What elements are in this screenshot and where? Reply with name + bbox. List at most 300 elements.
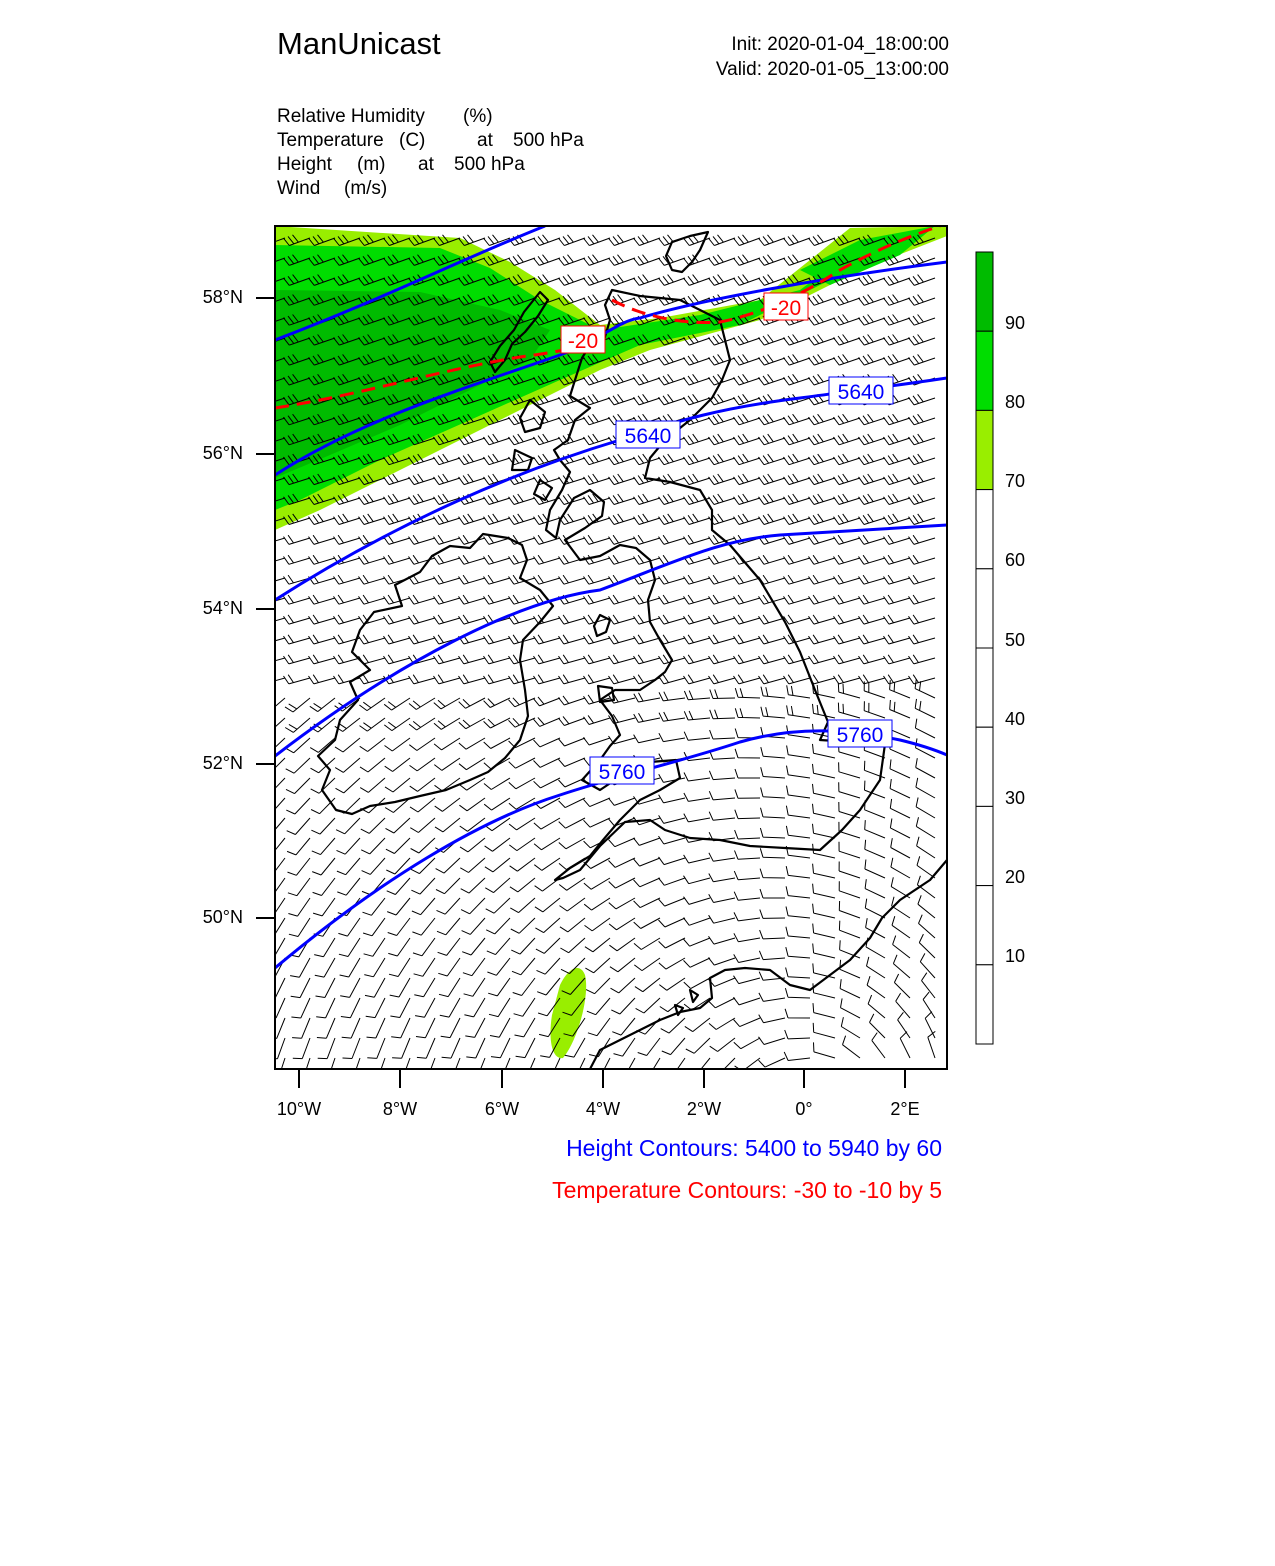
- wind-barb: [833, 295, 860, 306]
- wind-barb: [384, 635, 411, 644]
- wind-barb: [684, 711, 710, 720]
- wind-barb: [292, 1018, 310, 1038]
- wind-barb: [412, 918, 435, 935]
- wind-barb: [484, 514, 511, 525]
- wind-barb: [491, 1038, 510, 1058]
- wind-barb: [784, 555, 811, 564]
- wind-barb: [839, 881, 860, 898]
- wind-barb: [288, 878, 310, 896]
- wind-barb: [733, 255, 760, 266]
- colorbar-label: 10: [1005, 946, 1026, 966]
- wind-barb: [509, 615, 536, 624]
- wind-barb: [434, 758, 460, 770]
- wind-barb: [808, 434, 835, 445]
- wind-barb: [434, 514, 461, 525]
- wind-barb: [609, 858, 636, 867]
- wind-barb: [359, 595, 386, 604]
- wind-barb: [884, 655, 911, 664]
- wind-barb: [909, 474, 936, 485]
- wind-barb: [465, 1018, 485, 1037]
- wind-barb: [434, 718, 460, 729]
- wind-barb: [709, 894, 735, 902]
- wind-barb: [259, 575, 286, 584]
- wind-barb: [335, 758, 360, 772]
- wind-barb: [534, 655, 561, 664]
- wind-barb: [864, 701, 885, 718]
- wind-barb: [920, 953, 935, 978]
- wind-barb: [284, 535, 311, 544]
- wind-barb: [512, 958, 535, 975]
- wind-barb: [839, 802, 860, 818]
- wind-barb: [484, 555, 511, 564]
- wind-barb: [533, 255, 560, 266]
- wind-barb: [459, 698, 485, 708]
- wind-barb: [894, 974, 910, 998]
- coastline-france: [590, 860, 947, 1069]
- wind-barb: [537, 958, 561, 974]
- wind-barb: [783, 374, 810, 385]
- wind-barb: [663, 1058, 685, 1076]
- wind-barb: [735, 789, 760, 798]
- lat-label: 54°N: [202, 598, 243, 618]
- wind-barb: [409, 595, 436, 604]
- wind-barb: [813, 784, 836, 798]
- wind-barb: [534, 738, 561, 747]
- wind-barb: [466, 1038, 485, 1058]
- lon-label: 2°W: [686, 1099, 722, 1119]
- wind-barb: [634, 958, 660, 971]
- wind-barb: [585, 958, 610, 973]
- wind-barb: [390, 978, 410, 997]
- wind-barb: [391, 1018, 410, 1038]
- wind-barb: [609, 595, 636, 604]
- wind-barb: [511, 938, 535, 954]
- wind-barb: [733, 335, 760, 346]
- wind-barb: [833, 454, 860, 465]
- wind-barb: [342, 1018, 360, 1038]
- wind-barb: [783, 454, 810, 465]
- wind-barb: [410, 798, 435, 812]
- wind-barb: [583, 454, 610, 465]
- wind-barb: [633, 394, 660, 405]
- wind-barb: [486, 918, 510, 934]
- wind-barb: [787, 746, 810, 759]
- wind-barb: [585, 938, 610, 952]
- wind-barb: [584, 535, 611, 544]
- wind-barb: [662, 1038, 685, 1055]
- wind-barb: [735, 688, 760, 698]
- colorbar-label: 30: [1005, 788, 1026, 808]
- wind-barb: [734, 615, 761, 624]
- wind-barb: [335, 738, 360, 752]
- wind-barb: [313, 898, 335, 916]
- wind-barb: [434, 474, 461, 485]
- wind-barb: [587, 998, 610, 1015]
- wind-barb: [535, 918, 560, 933]
- wind-barb: [488, 978, 510, 996]
- wind-barb: [710, 1038, 735, 1052]
- wind-barb: [413, 938, 435, 956]
- colorbar-label: 90: [1005, 313, 1026, 333]
- wind-barb: [683, 275, 710, 286]
- wind-barb: [436, 878, 460, 894]
- wind-barb: [609, 635, 636, 644]
- wind-barb: [864, 681, 885, 698]
- lon-label: 6°W: [484, 1099, 520, 1119]
- valid-time: Valid: 2020-01-05_13:00:00: [715, 59, 949, 80]
- wind-barb: [459, 738, 485, 749]
- wind-barb: [559, 798, 585, 808]
- wind-barb: [434, 615, 461, 624]
- wind-barb: [683, 434, 710, 445]
- wind-barb: [758, 414, 785, 425]
- wind-barb: [609, 494, 636, 505]
- wind-barb: [758, 235, 785, 246]
- init-time: Init: 2020-01-04_18:00:00: [731, 34, 949, 55]
- wind-barb: [484, 595, 511, 604]
- wind-barb: [884, 575, 911, 584]
- wind-barb: [262, 798, 285, 814]
- wind-barb: [485, 858, 510, 872]
- colorbar-bin: [976, 727, 993, 806]
- wind-barb: [534, 778, 560, 788]
- wind-barb: [734, 912, 760, 921]
- wind-barb: [610, 958, 635, 972]
- wind-barb: [364, 958, 385, 977]
- wind-barb: [559, 838, 585, 849]
- wind-barb: [890, 759, 910, 778]
- wind-barb: [363, 898, 386, 915]
- wind-barb: [783, 354, 810, 365]
- wind-barb: [909, 595, 936, 604]
- wind-barb: [783, 434, 810, 445]
- height-contours-note: Height Contours: 5400 to 5940 by 60: [566, 1135, 942, 1161]
- wind-barb: [733, 434, 760, 445]
- wind-barb: [437, 918, 460, 935]
- wind-barb: [513, 978, 535, 996]
- wind-barb: [437, 898, 461, 914]
- wind-barb: [536, 938, 560, 953]
- wind-barb: [859, 494, 886, 505]
- wind-barb: [786, 968, 810, 979]
- wind-barb: [633, 838, 660, 846]
- wind-barb: [659, 692, 685, 701]
- wind-barb: [839, 762, 860, 778]
- wind-barb: [334, 595, 361, 604]
- wind-barb: [858, 354, 885, 365]
- colorbar-label: 40: [1005, 709, 1026, 729]
- wind-barb: [558, 255, 585, 266]
- wind-barb: [916, 798, 935, 819]
- field-label-wind: Wind (m/s): [277, 178, 388, 199]
- wind-barb: [415, 998, 435, 1017]
- wind-barb: [459, 675, 486, 684]
- wind-barb: [859, 595, 886, 604]
- wind-barb: [809, 615, 836, 624]
- wind-barb: [733, 454, 760, 465]
- wind-barb: [360, 778, 385, 792]
- wind-barb: [735, 851, 761, 860]
- wind-barb: [859, 575, 886, 584]
- wind-barb: [708, 235, 735, 246]
- wind-barb: [733, 414, 760, 425]
- wind-barb: [658, 454, 685, 465]
- wind-barb: [787, 685, 810, 698]
- wind-barb: [633, 275, 660, 286]
- lat-label: 52°N: [202, 753, 243, 773]
- wind-barb: [309, 615, 336, 624]
- wind-barb: [509, 555, 536, 564]
- lon-label: 2°E: [890, 1099, 920, 1119]
- colorbar-label: 80: [1005, 392, 1026, 412]
- wind-barb: [386, 838, 410, 854]
- wind-barb: [633, 454, 660, 465]
- wind-barb: [834, 575, 861, 584]
- wind-barb: [867, 957, 886, 978]
- wind-barb: [609, 675, 636, 684]
- wind-barb: [684, 732, 710, 741]
- wind-barb: [364, 938, 385, 956]
- wind-barb: [809, 494, 836, 505]
- wind-barb: [915, 719, 935, 738]
- wind-barb: [584, 595, 611, 604]
- wind-barb: [833, 335, 860, 346]
- wind-barb: [584, 575, 611, 584]
- wind-barb: [708, 434, 735, 445]
- wind-barb: [409, 635, 436, 644]
- wind-barb: [759, 494, 786, 505]
- wind-barb: [661, 1018, 685, 1033]
- wind-barb: [634, 655, 661, 664]
- wind-barb: [634, 494, 661, 505]
- wind-barb: [893, 955, 910, 978]
- lon-label: 10°W: [276, 1099, 322, 1119]
- wind-barb: [509, 758, 535, 768]
- wind-barb: [918, 895, 935, 918]
- coastline-isle-of-man: [594, 615, 610, 636]
- wind-barb: [884, 555, 911, 564]
- wind-barb: [409, 698, 435, 710]
- wind-barb: [611, 998, 635, 1014]
- wind-barb: [813, 804, 836, 818]
- colorbar-bin: [976, 331, 993, 410]
- wind-barb: [683, 918, 710, 926]
- wind-barb: [385, 738, 411, 751]
- wind-barb: [586, 978, 610, 994]
- wind-barb: [537, 978, 560, 995]
- wind-barb: [509, 718, 536, 727]
- colorbar-bin: [976, 252, 993, 331]
- wind-barb: [834, 675, 861, 684]
- wind-barb: [390, 998, 410, 1018]
- wind-barb: [262, 818, 285, 835]
- wind-barb: [761, 788, 785, 799]
- wind-barb: [558, 235, 585, 246]
- wind-barb: [284, 555, 311, 564]
- wind-barb: [760, 910, 785, 919]
- wind-barb: [809, 575, 836, 584]
- wind-barb: [361, 818, 385, 833]
- wind-barb: [490, 1018, 510, 1037]
- wind-barb: [558, 738, 585, 746]
- wind-barb: [288, 858, 311, 875]
- wind-barb: [659, 918, 686, 927]
- wind-barb: [734, 871, 760, 880]
- wind-barb: [908, 414, 935, 425]
- wind-barb: [341, 998, 360, 1018]
- wind-barb: [809, 555, 836, 564]
- wind-barb: [915, 699, 935, 718]
- wind-barb: [608, 235, 635, 246]
- wind-barb: [314, 938, 335, 957]
- wind-barb: [459, 514, 486, 525]
- wind-barb: [891, 858, 910, 878]
- wind-barb: [658, 275, 685, 286]
- wind-barb: [316, 998, 335, 1018]
- wind-barb: [483, 434, 510, 445]
- wind-barb: [735, 708, 760, 718]
- wind-barb: [634, 735, 660, 743]
- wind-barb: [708, 414, 735, 425]
- wind-barb: [709, 675, 736, 684]
- wind-barb: [309, 675, 336, 684]
- wind-barb: [360, 738, 385, 752]
- wind-barb: [813, 1003, 835, 1018]
- wind-barb: [416, 1018, 435, 1038]
- wind-barb: [734, 954, 760, 962]
- wind-barb: [709, 555, 736, 564]
- wind-barb: [514, 998, 535, 1016]
- wind-barb: [410, 818, 435, 833]
- wind-barb: [709, 791, 735, 800]
- wind-barb: [808, 295, 835, 306]
- wind-barb: [359, 698, 385, 711]
- wind-barb: [658, 354, 685, 365]
- wind-barb: [759, 474, 786, 485]
- wind-barb: [439, 978, 460, 997]
- wind-barb: [438, 958, 460, 976]
- wind-barb: [683, 374, 710, 385]
- wind-barb: [584, 675, 611, 684]
- wind-barb: [759, 655, 786, 664]
- wind-barb: [633, 858, 660, 866]
- wind-barb: [758, 434, 785, 445]
- wind-barb: [259, 655, 286, 664]
- wind-barb: [709, 915, 735, 923]
- wind-barb: [584, 715, 611, 724]
- wind-barb: [683, 454, 710, 465]
- wind-barb: [310, 698, 335, 712]
- wind-barb: [462, 918, 485, 934]
- wind-barb: [384, 718, 410, 731]
- wind-barb: [312, 858, 335, 875]
- wind-barb: [884, 595, 911, 604]
- wind-barb: [683, 938, 710, 946]
- wind-barb: [409, 535, 436, 544]
- wind-barb: [783, 235, 810, 246]
- wind-barb: [267, 1018, 285, 1038]
- wind-barb: [388, 938, 410, 956]
- wind-barb: [684, 876, 711, 884]
- height-label: 5760: [598, 761, 646, 784]
- wind-barb: [658, 374, 685, 385]
- wind-barb: [534, 555, 561, 564]
- wind-barb: [909, 675, 936, 684]
- wind-barb: [340, 978, 360, 997]
- wind-barb: [883, 414, 910, 425]
- wind-barb: [809, 535, 836, 544]
- wind-barb: [709, 635, 736, 644]
- wind-barb: [384, 698, 410, 710]
- wind-barb: [359, 514, 386, 525]
- wind-barb: [917, 856, 935, 878]
- wind-barb: [813, 764, 836, 778]
- wind-barb: [634, 514, 661, 525]
- wind-barb: [533, 235, 560, 246]
- wind-barb: [338, 898, 360, 916]
- wind-barb: [909, 615, 936, 624]
- wind-barb: [659, 815, 685, 823]
- wind-barb: [839, 901, 860, 918]
- wind-barb: [460, 838, 485, 852]
- wind-barb: [286, 778, 310, 794]
- wind-barb: [560, 898, 586, 911]
- wind-barb: [511, 918, 535, 933]
- wind-barb: [340, 958, 360, 977]
- wind-barb: [734, 474, 761, 485]
- wind-barb: [734, 1018, 761, 1027]
- wind-barb: [509, 738, 535, 748]
- wind-barb: [508, 434, 535, 445]
- wind-barb: [784, 474, 811, 485]
- wind-barb: [384, 615, 411, 624]
- wind-barb: [609, 898, 635, 909]
- wind-barb: [784, 535, 811, 544]
- wind-barb: [459, 615, 486, 624]
- wind-barb: [859, 655, 886, 664]
- wind-barb: [263, 858, 285, 876]
- wind-barb: [787, 766, 811, 778]
- wind-barb: [839, 782, 860, 798]
- wind-barb: [735, 830, 760, 839]
- wind-barb: [636, 998, 660, 1013]
- wind-barb: [534, 474, 561, 485]
- wind-barb: [865, 800, 885, 818]
- wind-barb: [609, 938, 635, 951]
- wind-barb: [459, 718, 485, 729]
- wind-barb: [284, 655, 311, 664]
- wind-barb: [484, 698, 510, 708]
- wind-barb: [867, 976, 885, 998]
- wind-barb: [686, 1038, 710, 1053]
- wind-barb: [411, 878, 435, 894]
- wind-barb: [609, 535, 636, 544]
- wind-barb: [285, 698, 310, 712]
- wind-barb: [484, 675, 511, 684]
- wind-barb: [259, 615, 286, 624]
- wind-barb: [859, 615, 886, 624]
- wind-barb: [286, 798, 310, 814]
- wind-barb: [338, 918, 360, 936]
- wind-barb: [360, 718, 386, 731]
- lon-label: 8°W: [382, 1099, 418, 1119]
- wind-barb: [734, 1038, 760, 1049]
- wind-barb: [733, 997, 760, 1005]
- wind-barb: [909, 575, 936, 584]
- wind-barb: [839, 842, 860, 858]
- wind-barb: [785, 1030, 810, 1039]
- wind-barb: [709, 771, 735, 780]
